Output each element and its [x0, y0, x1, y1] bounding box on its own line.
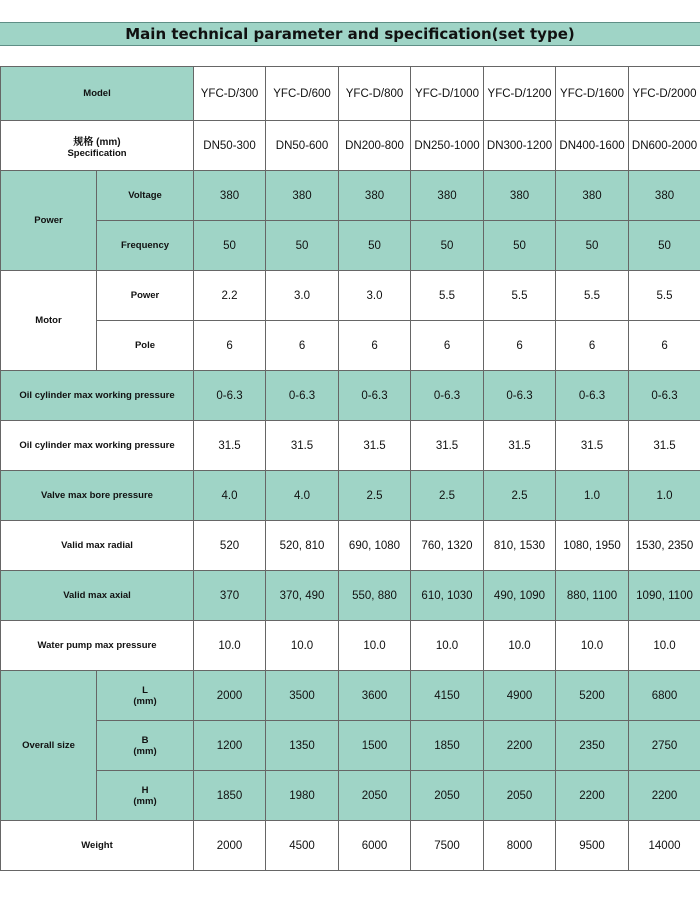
weight-cell: 7500: [411, 821, 484, 871]
size-h-cell: 2200: [629, 771, 700, 821]
model-cell: YFC-D/800: [339, 67, 411, 121]
spec-table: [0, 66, 700, 871]
valve-bore-label: Valve max bore pressure: [1, 471, 194, 521]
valid-radial-cell: 810, 1530: [484, 521, 556, 571]
weight-row: [1, 821, 700, 871]
model-row: [1, 67, 700, 121]
oil-cylinder-cell: 31.5: [411, 421, 484, 471]
size-b-cell: 1350: [266, 721, 339, 771]
frequency-label: Frequency: [97, 221, 194, 271]
size-h-cell: 1850: [194, 771, 266, 821]
valid-axial-cell: 1090, 1100: [629, 571, 700, 621]
size-l-cell: 2000: [194, 671, 266, 721]
oil-cylinder-cell: 31.5: [339, 421, 411, 471]
valid-axial-label: Valid max axial: [1, 571, 194, 621]
weight-cell: 2000: [194, 821, 266, 871]
specification-label: [1, 121, 194, 171]
oil-cylinder-cell: 0-6.3: [556, 371, 629, 421]
oil-cylinder-cell: 31.5: [484, 421, 556, 471]
valid-radial-cell: 520: [194, 521, 266, 571]
motor-power-cell: 5.5: [629, 271, 700, 321]
model-cell: YFC-D/600: [266, 67, 339, 121]
specification-row: [1, 121, 700, 171]
motor-power-cell: 3.0: [339, 271, 411, 321]
oil-cylinder-cell: 31.5: [266, 421, 339, 471]
valid-radial-cell: 760, 1320: [411, 521, 484, 571]
motor-power-label: Power: [97, 271, 194, 321]
spec-cell: DN200-800: [339, 121, 411, 171]
valid-axial-row: [1, 571, 700, 621]
valve-bore-cell: 4.0: [266, 471, 339, 521]
frequency-cell: 50: [629, 221, 700, 271]
pole-cell: 6: [266, 321, 339, 371]
power-voltage-row: [1, 171, 700, 221]
overall-size-label: Overall size: [1, 671, 97, 821]
pole-cell: 6: [339, 321, 411, 371]
oil-cylinder-label: Oil cylinder max working pressure: [1, 371, 194, 421]
oil-cylinder-cell: 0-6.3: [194, 371, 266, 421]
spec-cell: DN50-600: [266, 121, 339, 171]
size-l-letter: L: [142, 684, 148, 696]
voltage-cell: 380: [484, 171, 556, 221]
oil-cylinder-label: Oil cylinder max working pressure: [1, 421, 194, 471]
valid-axial-cell: 370, 490: [266, 571, 339, 621]
size-h-cell: 2050: [339, 771, 411, 821]
pole-cell: 6: [629, 321, 700, 371]
page-title: Main technical parameter and specification(set type): [0, 22, 700, 46]
frequency-cell: 50: [194, 221, 266, 271]
voltage-cell: 380: [339, 171, 411, 221]
spec-cell: DN300-1200: [484, 121, 556, 171]
frequency-cell: 50: [484, 221, 556, 271]
overall-size-h-row: [1, 771, 700, 821]
size-h-unit: (mm): [133, 795, 157, 807]
spec-cell: DN50-300: [194, 121, 266, 171]
voltage-label: Voltage: [97, 171, 194, 221]
size-b-cell: 1200: [194, 721, 266, 771]
motor-power-cell: 2.2: [194, 271, 266, 321]
weight-cell: 9500: [556, 821, 629, 871]
size-b-cell: 1850: [411, 721, 484, 771]
oil-cylinder-cell: 31.5: [194, 421, 266, 471]
water-pump-cell: 10.0: [556, 621, 629, 671]
model-cell: YFC-D/300: [194, 67, 266, 121]
valid-axial-cell: 880, 1100: [556, 571, 629, 621]
spec-cell: DN250-1000: [411, 121, 484, 171]
valid-radial-row: [1, 521, 700, 571]
size-b-unit: (mm): [133, 745, 157, 757]
frequency-cell: 50: [266, 221, 339, 271]
oil-cylinder-cell: 0-6.3: [629, 371, 700, 421]
model-cell: YFC-D/1600: [556, 67, 629, 121]
oil-cylinder-cell: 0-6.3: [484, 371, 556, 421]
model-cell: YFC-D/1000: [411, 67, 484, 121]
pole-cell: 6: [556, 321, 629, 371]
valid-axial-cell: 370: [194, 571, 266, 621]
frequency-cell: 50: [411, 221, 484, 271]
size-l-unit: (mm): [133, 695, 157, 707]
water-pump-cell: 10.0: [629, 621, 700, 671]
size-b-cell: 2750: [629, 721, 700, 771]
oil-cylinder-row-1: [1, 371, 700, 421]
voltage-cell: 380: [194, 171, 266, 221]
voltage-cell: 380: [411, 171, 484, 221]
motor-power-cell: 5.5: [556, 271, 629, 321]
size-b-cell: 1500: [339, 721, 411, 771]
specification-label-cn: 规格 (mm): [73, 136, 121, 148]
weight-cell: 4500: [266, 821, 339, 871]
valid-radial-cell: 520, 810: [266, 521, 339, 571]
size-h-cell: 2050: [484, 771, 556, 821]
water-pump-row: [1, 621, 700, 671]
water-pump-cell: 10.0: [484, 621, 556, 671]
weight-cell: 6000: [339, 821, 411, 871]
valve-bore-cell: 1.0: [556, 471, 629, 521]
valid-axial-cell: 490, 1090: [484, 571, 556, 621]
size-h-cell: 1980: [266, 771, 339, 821]
motor-power-cell: 5.5: [411, 271, 484, 321]
size-b-cell: 2350: [556, 721, 629, 771]
valve-bore-cell: 2.5: [484, 471, 556, 521]
size-l-cell: 4150: [411, 671, 484, 721]
size-b-cell: 2200: [484, 721, 556, 771]
valve-bore-cell: 1.0: [629, 471, 700, 521]
oil-cylinder-cell: 31.5: [629, 421, 700, 471]
power-label: Power: [1, 171, 97, 271]
water-pump-cell: 10.0: [411, 621, 484, 671]
overall-size-b-row: [1, 721, 700, 771]
spec-cell: DN600-2000: [629, 121, 700, 171]
valve-bore-cell: 2.5: [339, 471, 411, 521]
motor-power-cell: 3.0: [266, 271, 339, 321]
voltage-cell: 380: [266, 171, 339, 221]
oil-cylinder-cell: 0-6.3: [339, 371, 411, 421]
size-l-cell: 6800: [629, 671, 700, 721]
size-h-cell: 2200: [556, 771, 629, 821]
size-h-cell: 2050: [411, 771, 484, 821]
valid-radial-cell: 1530, 2350: [629, 521, 700, 571]
valid-axial-cell: 550, 880: [339, 571, 411, 621]
valid-radial-cell: 1080, 1950: [556, 521, 629, 571]
size-l-cell: 5200: [556, 671, 629, 721]
water-pump-label: Water pump max pressure: [1, 621, 194, 671]
water-pump-cell: 10.0: [339, 621, 411, 671]
voltage-cell: 380: [629, 171, 700, 221]
frequency-cell: 50: [556, 221, 629, 271]
spec-cell: DN400-1600: [556, 121, 629, 171]
size-h-label: [97, 771, 194, 821]
model-cell: YFC-D/2000: [629, 67, 700, 121]
valve-bore-cell: 4.0: [194, 471, 266, 521]
pole-label: Pole: [97, 321, 194, 371]
weight-cell: 8000: [484, 821, 556, 871]
size-h-letter: H: [141, 784, 149, 796]
motor-pole-row: [1, 321, 700, 371]
oil-cylinder-row-2: [1, 421, 700, 471]
motor-power-cell: 5.5: [484, 271, 556, 321]
specification-label-en: Specification: [67, 147, 127, 159]
oil-cylinder-cell: 31.5: [556, 421, 629, 471]
oil-cylinder-cell: 0-6.3: [411, 371, 484, 421]
model-cell: YFC-D/1200: [484, 67, 556, 121]
water-pump-cell: 10.0: [194, 621, 266, 671]
overall-size-l-row: [1, 671, 700, 721]
pole-cell: 6: [484, 321, 556, 371]
size-l-label: [97, 671, 194, 721]
pole-cell: 6: [411, 321, 484, 371]
weight-cell: 14000: [629, 821, 700, 871]
voltage-cell: 380: [556, 171, 629, 221]
size-l-cell: 3600: [339, 671, 411, 721]
weight-label: Weight: [1, 821, 194, 871]
valve-bore-row: [1, 471, 700, 521]
size-b-label: [97, 721, 194, 771]
motor-power-row: [1, 271, 700, 321]
motor-label: Motor: [1, 271, 97, 371]
oil-cylinder-cell: 0-6.3: [266, 371, 339, 421]
size-l-cell: 4900: [484, 671, 556, 721]
size-l-cell: 3500: [266, 671, 339, 721]
model-label: Model: [1, 67, 194, 121]
valid-axial-cell: 610, 1030: [411, 571, 484, 621]
valid-radial-label: Valid max radial: [1, 521, 194, 571]
valve-bore-cell: 2.5: [411, 471, 484, 521]
power-frequency-row: [1, 221, 700, 271]
water-pump-cell: 10.0: [266, 621, 339, 671]
valid-radial-cell: 690, 1080: [339, 521, 411, 571]
size-b-letter: B: [141, 734, 149, 746]
frequency-cell: 50: [339, 221, 411, 271]
pole-cell: 6: [194, 321, 266, 371]
